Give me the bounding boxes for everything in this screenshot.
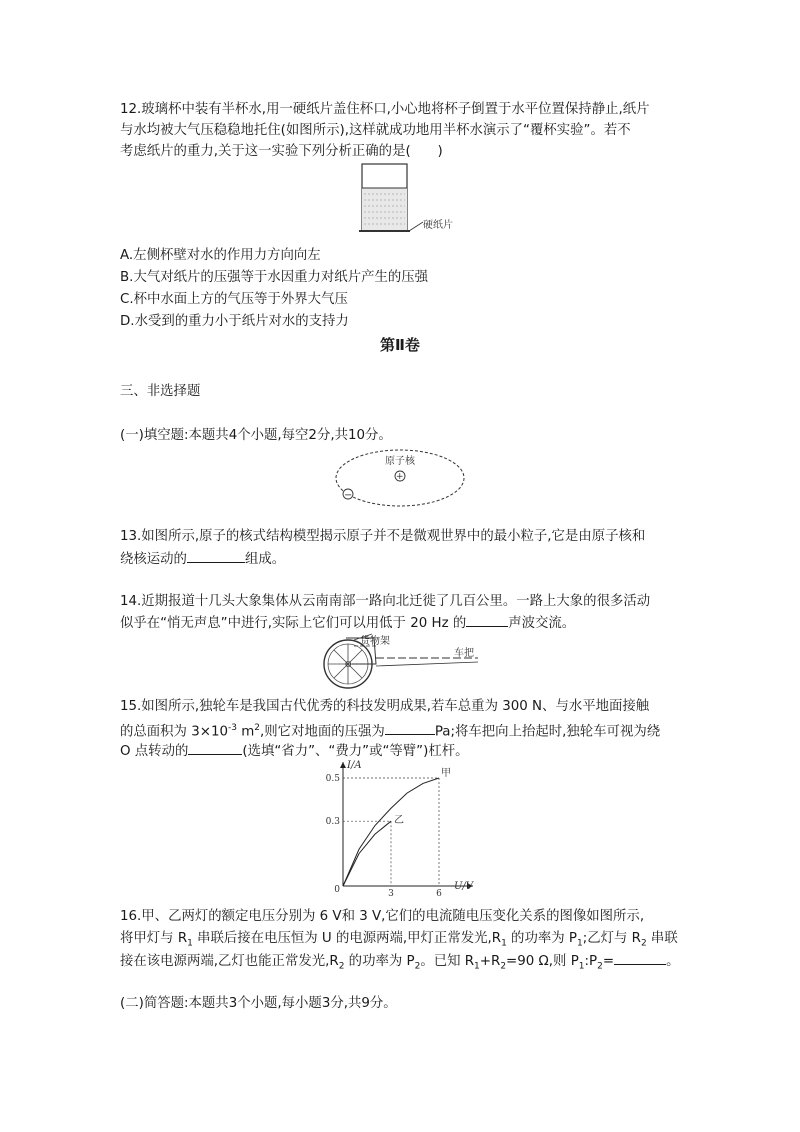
q12-option-d: D.水受到的重力小于纸片对水的支持力 bbox=[120, 314, 349, 329]
wheelbarrow-figure bbox=[318, 630, 508, 692]
iu-chart bbox=[318, 756, 478, 896]
q13-line-1: 13.如图所示,原子的核式结构模型揭示原子并不是微观世界中的最小粒子,它是由原子核和 bbox=[120, 529, 646, 544]
nucleus-plus: + bbox=[396, 472, 404, 482]
q15-pressure-blank[interactable] bbox=[385, 721, 435, 735]
q12-line-3: 考虑纸片的重力,关于这一实验下列分析正确的是( ) bbox=[120, 144, 443, 159]
series-label: 甲 bbox=[441, 768, 451, 779]
q14-line-2: 似乎在“悄无声息”中进行,实际上它们可以用低于 20 Hz 的 声波交流。 bbox=[120, 613, 575, 633]
q12-line-1: 12.玻璃杯中装有半杯水,用一硬纸片盖住杯口,小心地将杯子倒置于水平位置保持静止,纸片 bbox=[120, 102, 650, 117]
paper-card-label: 硬纸片 bbox=[423, 220, 453, 231]
electron-minus: − bbox=[344, 490, 353, 501]
part1-title: (一)填空题:本题共4个小题,每空2分,共10分。 bbox=[120, 428, 392, 443]
cup-figure bbox=[345, 160, 465, 240]
q16-blank[interactable] bbox=[614, 951, 666, 965]
y-tick-label: 0.5 bbox=[325, 774, 340, 784]
x-axis-label: U/V bbox=[454, 881, 474, 892]
handle-label: 车把 bbox=[454, 648, 474, 659]
q15-lever-blank[interactable] bbox=[188, 741, 242, 755]
x-tick-label: 6 bbox=[436, 889, 442, 896]
x-tick-label: 3 bbox=[388, 889, 394, 896]
part2-title: (二)简答题:本题共3个小题,每小题3分,共9分。 bbox=[120, 996, 397, 1011]
nucleus-label: 原子核 bbox=[385, 456, 415, 467]
q15-line-1: 15.如图所示,独轮车是我国古代优秀的科技发明成果,若车总重为 300 N、与水平地面接触 bbox=[120, 699, 650, 714]
q12-option-c: C.杯中水面上方的气压等于外界大气压 bbox=[120, 292, 348, 307]
q12-option-b: B.大气对纸片的压强等于水因重力对纸片产生的压强 bbox=[120, 270, 429, 285]
q12-line-2: 与水均被大气压稳稳地托住(如图所示),这样就成功地用半杯水演示了“覆杯实验”。若不 bbox=[120, 123, 631, 138]
pivot-label: O bbox=[345, 660, 352, 669]
q13-blank[interactable] bbox=[187, 549, 245, 563]
q15-line-2: 的总面积为 $3\times 10^{-3}$ $m^2$,则它对地面的压强为 Pa;将车把向上抬起时,独轮车可视为绕 bbox=[120, 723, 661, 740]
atom-figure bbox=[330, 444, 470, 512]
volume-title: 第Ⅱ卷 bbox=[380, 336, 420, 354]
y-tick-label: 0.3 bbox=[325, 817, 340, 828]
q15-line-3: O 点转动的 (选填“省力”、“费力”或“等臂”)杠杆。 bbox=[120, 741, 469, 761]
q16-line-1: 16.甲、乙两灯的额定电压分别为 6 V和 3 V,它们的电流随电压变化关系的图像如图所示, bbox=[120, 909, 645, 924]
q14-blank[interactable] bbox=[466, 613, 508, 627]
q14-line-1: 14.近期报道十几头大象集体从云南南部一路向北迁徙了几百公里。一路上大象的很多活动 bbox=[120, 594, 651, 609]
section-title: 三、非选择题 bbox=[120, 384, 201, 399]
series-label: 乙 bbox=[394, 815, 404, 827]
origin-label: 0 bbox=[334, 885, 340, 895]
q16-line-3: 接在该电源两端,乙灯也能正常发光$,R_2$ 的功率为 $P_2$。已知 $R_1+R_2=90$ Ω,则 $P_1:P_2=$ 。 bbox=[120, 951, 679, 977]
q16-line-2: 将甲灯与 $R_1$ 串联后接在电压恒为 U 的电源两端,甲灯正常发光$,R_1$ 的功率为 $P_1$;乙灯与 $R_2$ 串联 bbox=[120, 931, 678, 949]
rack-label: 货物架 bbox=[360, 636, 390, 647]
q13-line-2: 绕核运动的 组成。 bbox=[120, 549, 285, 569]
series-line-yi bbox=[343, 821, 391, 886]
y-axis-label: I/A bbox=[347, 760, 362, 771]
q12-option-a: A.左侧杯壁对水的作用力方向向左 bbox=[120, 248, 321, 263]
